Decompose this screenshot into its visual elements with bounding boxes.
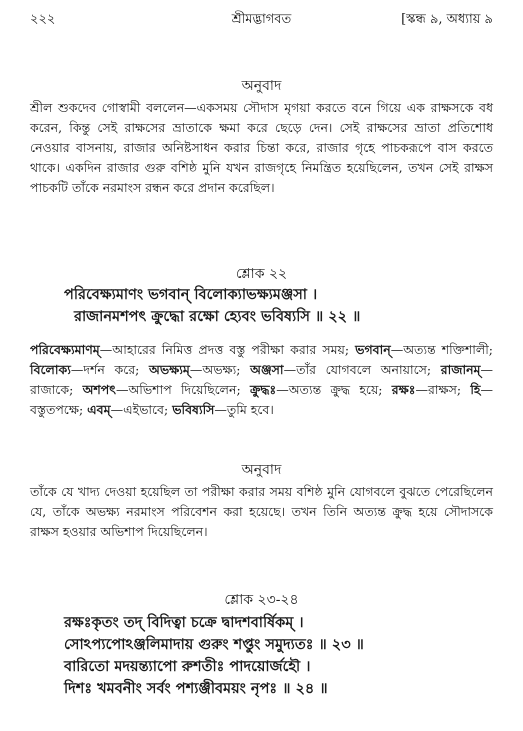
synonym-word: অশপৎ bbox=[82, 382, 116, 397]
synonym-word: ক্রুদ্ধঃ bbox=[249, 382, 277, 397]
synonym-meaning: —অত্যন্ত ক্রুদ্ধ হয়ে; bbox=[276, 382, 392, 397]
verse-23-line-2: সোঽপ্যপোঽঞ্জলিমাদায় গুরুং শপ্তুং সমুদ্যতঃ ॥ ২৩ ॥ bbox=[64, 636, 364, 653]
verse-22-text bbox=[64, 284, 484, 328]
verse-22-heading: শ্লোক ২২ bbox=[235, 266, 288, 282]
synonym-word: হি bbox=[470, 382, 481, 397]
synonym-meaning: —তুমি হবে। bbox=[214, 402, 274, 417]
synonym-meaning: —অভিশাপ দিয়েছিলেন; bbox=[115, 382, 250, 397]
verse-22-line-1: পরিবেক্ষ্যমাণং ভগবান্ বিলোক্যাভক্ষ্যমঞ্জসা । bbox=[64, 286, 318, 303]
synonym-meaning: —বস্তুতপক্ষে; bbox=[30, 382, 493, 417]
book-title: শ্রীমদ্ভাগবত bbox=[231, 12, 292, 27]
translation-heading-1: অনুবাদ bbox=[241, 78, 282, 94]
synonym-meaning: —রাজাকে; bbox=[30, 362, 493, 397]
translation-heading-2: অনুবাদ bbox=[241, 462, 282, 478]
verse-24-line-1: বারিতো মদয়ন্ত্যাপো রুশতীঃ পাদয়োর্জহৌ । bbox=[64, 658, 311, 675]
synonym-meaning: —রাক্ষস; bbox=[415, 382, 471, 397]
page-number: ২২২ bbox=[30, 12, 56, 27]
synonym-word: রক্ষঃ bbox=[391, 382, 416, 397]
synonym-meaning: —অত্যন্ত শক্তিশালী; bbox=[390, 342, 493, 357]
verse-24-line-2: দিশঃ খমবনীং সর্বং পশ্যঞ্জীবময়ং নৃপঃ ॥ ২৪ ॥ bbox=[64, 680, 328, 697]
synonym-word: রাজানম্ bbox=[440, 362, 481, 377]
synonym-word: ভবিষ্যসি bbox=[172, 402, 215, 417]
synonym-word: অভক্ষ্যম্ bbox=[149, 362, 190, 377]
synonym-word: পরিবেক্ষ্যমাণম্ bbox=[30, 342, 100, 357]
synonym-meaning: —তাঁর যোগবলে অনায়াসে; bbox=[283, 362, 441, 377]
verse-22-line-2: রাজানমশপৎ ক্রুদ্ধো রক্ষো হ্যেবং ভবিষ্যসি ॥ ২২ ॥ bbox=[74, 308, 361, 325]
verse-23-24-text bbox=[64, 612, 484, 700]
translation-text-2: তাঁকে যে খাদ্য দেওয়া হয়েছিল তা পরীক্ষা করার সময় বশিষ্ঠ মুনি যোগবলে বুঝতে পেরেছিলেন যে, তাঁকে অভক্ষ্য নরমাংস পরিবেশন করা হয়েছে। তখন তিনি অত্যন্ত ক্রুদ্ধ হয়ে সৌদাসকে রাক্ষস হওয়ার অভিশাপ দিয়েছিলেন। bbox=[30, 484, 493, 539]
verse-23-24-heading: শ্লোক ২৩-২৪ bbox=[224, 592, 299, 608]
page-header bbox=[30, 10, 493, 30]
synonym-meaning: —আহারের নিমিত্ত প্রদত্ত বস্তু পরীক্ষা করার সময়; bbox=[99, 342, 356, 357]
verse-23-line-1: রক্ষঃকৃতং তদ্ বিদিত্বা চক্রে দ্বাদশবার্ষিকম্ । bbox=[64, 614, 304, 631]
synonym-word: অঞ্জসা bbox=[250, 362, 284, 377]
word-meanings bbox=[30, 340, 493, 420]
synonym-word: এবম্ bbox=[87, 402, 111, 417]
synonym-word: বিলোক্য bbox=[30, 362, 71, 377]
chapter-reference: [স্কন্ধ ৯, অধ্যায় ৯ bbox=[401, 12, 493, 27]
synonym-word: ভগবান্ bbox=[355, 342, 391, 357]
synonym-meaning: —অভক্ষ্য; bbox=[189, 362, 251, 377]
translation-text-1: শ্রীল শুকদেব গোস্বামী বললেন—একসময় সৌদাস মৃগয়া করতে বনে গিয়ে এক রাক্ষসকে বধ করেন, কিন্তু সেই রাক্ষসের ভ্রাতাকে ক্ষমা করে ছেড়ে দেন। সেই রাক্ষসের ভ্রাতা প্রতিশোধ নেওয়ার বাসনায়, রাজার অনিষ্টসাধন করার চিন্তা করে, রাজার গৃহে পাচকরূপে বাস করতে থাকে। একদিন রাজার গুরু বশিষ্ঠ মুনি যখন রাজগৃহে নিমন্ত্রিত হয়েছিলেন, তখন সেই রাক্ষস পাচকটি তাঁকে নরমাংস রন্ধন করে প্রদান করেছিল। bbox=[30, 100, 493, 195]
synonym-meaning: —এইভাবে; bbox=[110, 402, 173, 417]
synonym-meaning: —দর্শন করে; bbox=[70, 362, 150, 377]
